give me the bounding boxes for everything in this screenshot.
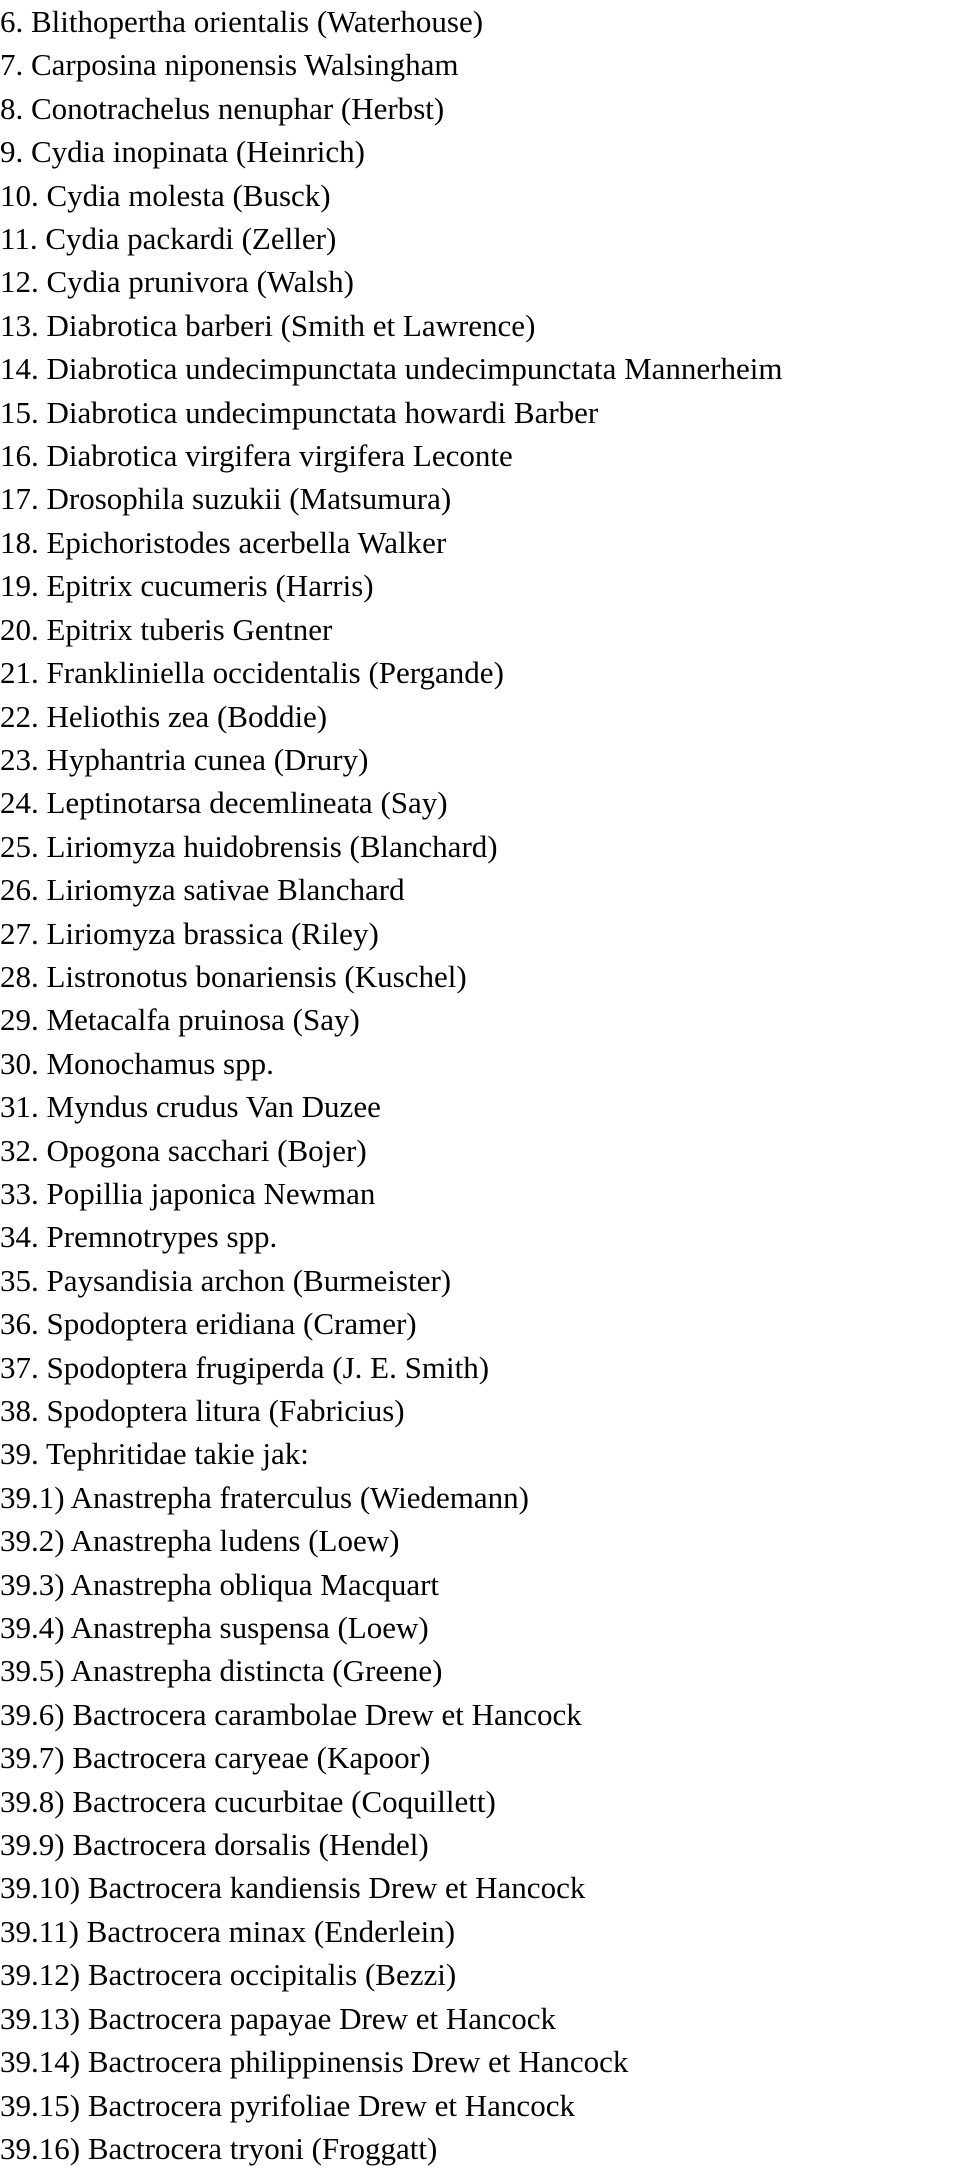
list-item: 9. Cydia inopinata (Heinrich) (0, 134, 366, 170)
list-item: 39.9) Bactrocera dorsalis (Hendel) (0, 1827, 429, 1863)
list-item: 39. Tephritidae takie jak: (0, 1436, 309, 1472)
list-item: 14. Diabrotica undecimpunctata undecimpunctata Mannerheim (0, 351, 783, 387)
list-item: 36. Spodoptera eridiana (Cramer) (0, 1306, 417, 1342)
list-item: 35. Paysandisia archon (Burmeister) (0, 1262, 452, 1298)
list-item: 12. Cydia prunivora (Walsh) (0, 264, 354, 300)
list-item: 33. Popillia japonica Newman (0, 1175, 376, 1211)
list-item: 39.7) Bactrocera caryeae (Kapoor) (0, 1740, 431, 1776)
list-item: 31. Myndus crudus Van Duzee (0, 1089, 381, 1125)
list-item: 22. Heliothis zea (Boddie) (0, 698, 328, 734)
list-item: 19. Epitrix cucumeris (Harris) (0, 568, 374, 604)
list-item: 39.13) Bactrocera papayae Drew et Hancock (0, 2000, 556, 2036)
list-item: 39.16) Bactrocera tryoni (Froggatt) (0, 2130, 438, 2166)
list-item: 39.4) Anastrepha suspensa (Loew) (0, 1610, 429, 1646)
list-item: 39.10) Bactrocera kandiensis Drew et Hancock (0, 1870, 586, 1906)
list-item: 34. Premnotrypes spp. (0, 1219, 278, 1255)
list-item: 39.14) Bactrocera philippinensis Drew et Hancock (0, 2044, 629, 2080)
list-item: 8. Conotrachelus nenuphar (Herbst) (0, 90, 445, 126)
list-item: 39.6) Bactrocera carambolae Drew et Hancock (0, 1696, 582, 1732)
list-item: 10. Cydia molesta (Busck) (0, 177, 331, 213)
list-item: 15. Diabrotica undecimpunctata howardi Barber (0, 394, 599, 430)
list-item: 23. Hyphantria cunea (Drury) (0, 741, 369, 777)
list-item: 6. Blithopertha orientalis (Waterhouse) (0, 4, 484, 39)
list-item: 17. Drosophila suzukii (Matsumura) (0, 481, 452, 517)
list-item: 39.1) Anastrepha fraterculus (Wiedemann) (0, 1479, 529, 1515)
list-item: 7. Carposina niponensis Walsingham (0, 47, 459, 83)
list-item: 39.15) Bactrocera pyrifoliae Drew et Hancock (0, 2087, 575, 2123)
list-item: 39.2) Anastrepha ludens (Loew) (0, 1523, 400, 1559)
list-item: 24. Leptinotarsa decemlineata (Say) (0, 785, 448, 821)
list-item: 39.3) Anastrepha obliqua Macquart (0, 1566, 440, 1602)
list-item: 21. Frankliniella occidentalis (Pergande) (0, 655, 504, 691)
list-item: 29. Metacalfa pruinosa (Say) (0, 1002, 360, 1038)
list-item: 18. Epichoristodes acerbella Walker (0, 524, 447, 560)
list-item: 11. Cydia packardi (Zeller) (0, 221, 337, 257)
list-item: 28. Listronotus bonariensis (Kuschel) (0, 958, 467, 994)
list-item: 37. Spodoptera frugiperda (J. E. Smith) (0, 1349, 490, 1385)
list-item: 39.12) Bactrocera occipitalis (Bezzi) (0, 1957, 457, 1993)
list-item: 39.11) Bactrocera minax (Enderlein) (0, 1913, 456, 1949)
list-item: 32. Opogona sacchari (Bojer) (0, 1132, 367, 1168)
list-item: 30. Monochamus spp. (0, 1045, 274, 1081)
list-item: 26. Liriomyza sativae Blanchard (0, 872, 405, 908)
list-item: 25. Liriomyza huidobrensis (Blanchard) (0, 828, 498, 864)
list-item: 13. Diabrotica barberi (Smith et Lawrence) (0, 307, 536, 343)
list-item: 20. Epitrix tuberis Gentner (0, 611, 333, 647)
list-item: 39.5) Anastrepha distincta (Greene) (0, 1653, 443, 1689)
list-item: 39.8) Bactrocera cucurbitae (Coquillett) (0, 1783, 496, 1819)
list-item: 38. Spodoptera litura (Fabricius) (0, 1393, 405, 1428)
list-item: 27. Liriomyza brassica (Riley) (0, 915, 379, 951)
list-item: 16. Diabrotica virgifera virgifera Leconte (0, 438, 513, 474)
